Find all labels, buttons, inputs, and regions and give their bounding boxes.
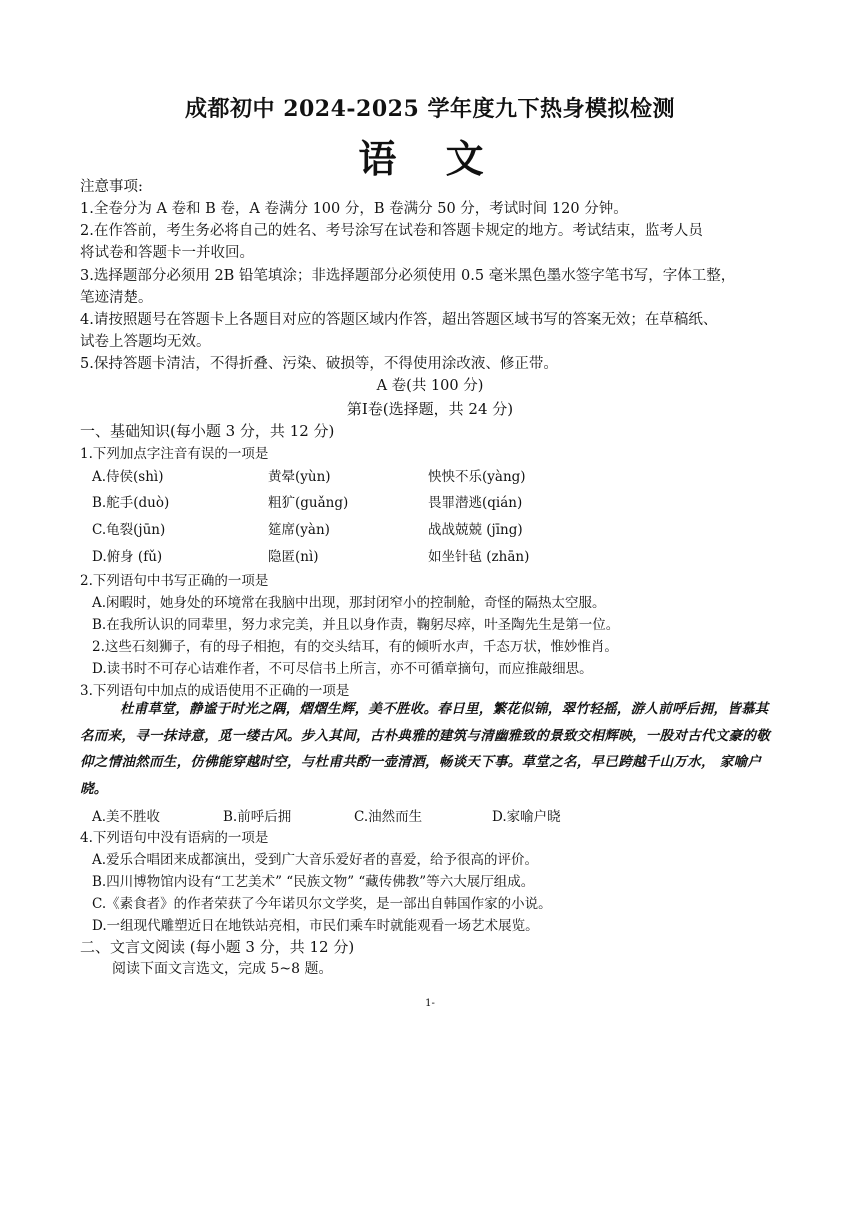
notice-item: 2.在作答前，考生务必将自己的姓名、考号涂写在试卷和答题卡规定的地方。考试结束，监考人员 [80,223,703,239]
q1-option: 粗犷(guǎng) [268,495,349,511]
q4-stem: 4.下列语句中没有语病的一项是 [80,830,269,846]
q3-option-row [92,805,692,827]
section2-heading: 二、文言文阅读 (每小题 3 分，共 12 分) [80,938,355,956]
subject-title: 语 文 [358,136,502,181]
q2-option: B.在我所认识的同辈里，努力求完美，并且以身作责，鞠躬尽瘁，叶圣陶先生是第一位。 [92,617,620,633]
q2-option: 2.这些石刻狮子，有的母子相抱，有的交头结耳，有的倾听水声，千态万状，惟妙惟肖。 [92,639,618,655]
notice-item: 4.请按照题号在答题卡上各题目对应的答题区域内作答，超出答题区域书写的答案无效；在草稿纸、 [80,312,718,328]
q1-option: B.舵手(duò) [92,495,170,511]
page-number: 1- [425,998,435,1009]
q1-option-row [92,491,792,513]
notice-item: 将试卷和答题卡一并收回。 [80,245,254,261]
q3-passage: 杜甫草堂，静谧于时光之隅，熠熠生辉，美不胜收。春日里，繁花似锦，翠竹轻摇，游人前呼后拥，皆慕其名而来，寻一抹诗意，觅一缕古风。步入其间，古朴典雅的建筑与清幽雅致的景致交相辉映，一股对古代文豪的敬仰之情油然而生，仿佛能穿越时空，与杜甫共酌一壶清酒，畅谈天下事。草堂之名，早已跨越千山万水， 家喻户晓。 [80,701,770,797]
q1-option: 黄晕(yùn) [268,469,331,485]
section1-heading: 一、基础知识(每小题 3 分，共 12 分) [80,422,335,440]
q4-option: A.爱乐合唱团来成都演出，受到广大音乐爱好者的喜爱，给予很高的评价。 [92,852,539,868]
q1-option: 怏怏不乐(yàng) [428,469,526,485]
q1-option-row [92,545,792,567]
q3-option: A.美不胜收 [92,809,161,825]
q1-option-row [92,518,792,540]
q1-option: 隐匿(nì) [268,549,319,565]
q1-stem: 1.下列加点字注音有误的一项是 [80,446,269,462]
q1-option: 战战兢兢 (jīng) [428,522,523,538]
q1-option: C.龟裂(jūn) [92,522,166,538]
notice-item: 笔迹清楚。 [80,290,153,306]
q2-option: A.闲暇时，她身处的环境常在我脑中出现，那封闭窄小的控制舱，奇怪的隔热太空服。 [92,595,606,611]
notice-heading: 注意事项: [80,179,143,195]
q1-option: A.侍侯(shì) [92,469,164,485]
section2-intro: 阅读下面文言选文，完成 5~8 题。 [112,961,333,977]
notice-item: 5.保持答题卡清洁，不得折叠、污染、破损等，不得使用涂改液、修正带。 [80,356,558,372]
q4-option: B.四川博物馆内设有“工艺美术” “民族文物” “藏传佛教”等六大展厅组成。 [92,874,535,890]
notice-item: 1.全卷分为 A 卷和 B 卷，A 卷满分 100 分，B 卷满分 50 分，考试时间 120 分钟。 [80,201,628,217]
q3-stem: 3.下列语句中加点的成语使用不正确的一项是 [80,683,350,699]
a-volume-heading: A 卷(共 100 分) [376,378,484,394]
notice-item: 试卷上答题均无效。 [80,334,211,350]
q1-option: 筵席(yàn) [268,522,330,538]
q2-option: D.读书时不可存心诘难作者，不可尽信书上所言，亦不可循章摘句，而应推敲细思。 [92,661,593,677]
q1-option-row [92,465,792,487]
q1-option: 畏罪潜逃(qián) [428,495,523,511]
part1-heading: 第Ⅰ卷(选择题，共 24 分) [346,400,514,418]
q1-option: D.俯身 (fǔ) [92,549,163,565]
q3-option: C.油然而生 [354,809,423,825]
exam-title: 成都初中 2024-2025 学年度九下热身模拟检测 [185,96,675,122]
notice-item: 3.选择题部分必须用 2B 铅笔填涂；非选择题部分必须使用 0.5 毫米黑色墨水签字笔书写，字体工整， [80,268,736,284]
q1-option: 如坐针毡 (zhān) [428,549,530,565]
q4-option: D.一组现代雕塑近日在地铁站亮相，市民们乘车时就能观看一场艺术展览。 [92,918,539,934]
q3-option: D.家喻户晓 [492,809,561,825]
q3-option: B.前呼后拥 [223,809,292,825]
q4-option: C.《素食者》的作者荣获了今年诺贝尔文学奖，是一部出自韩国作家的小说。 [92,896,552,912]
q2-stem: 2.下列语句中书写正确的一项是 [80,573,269,589]
